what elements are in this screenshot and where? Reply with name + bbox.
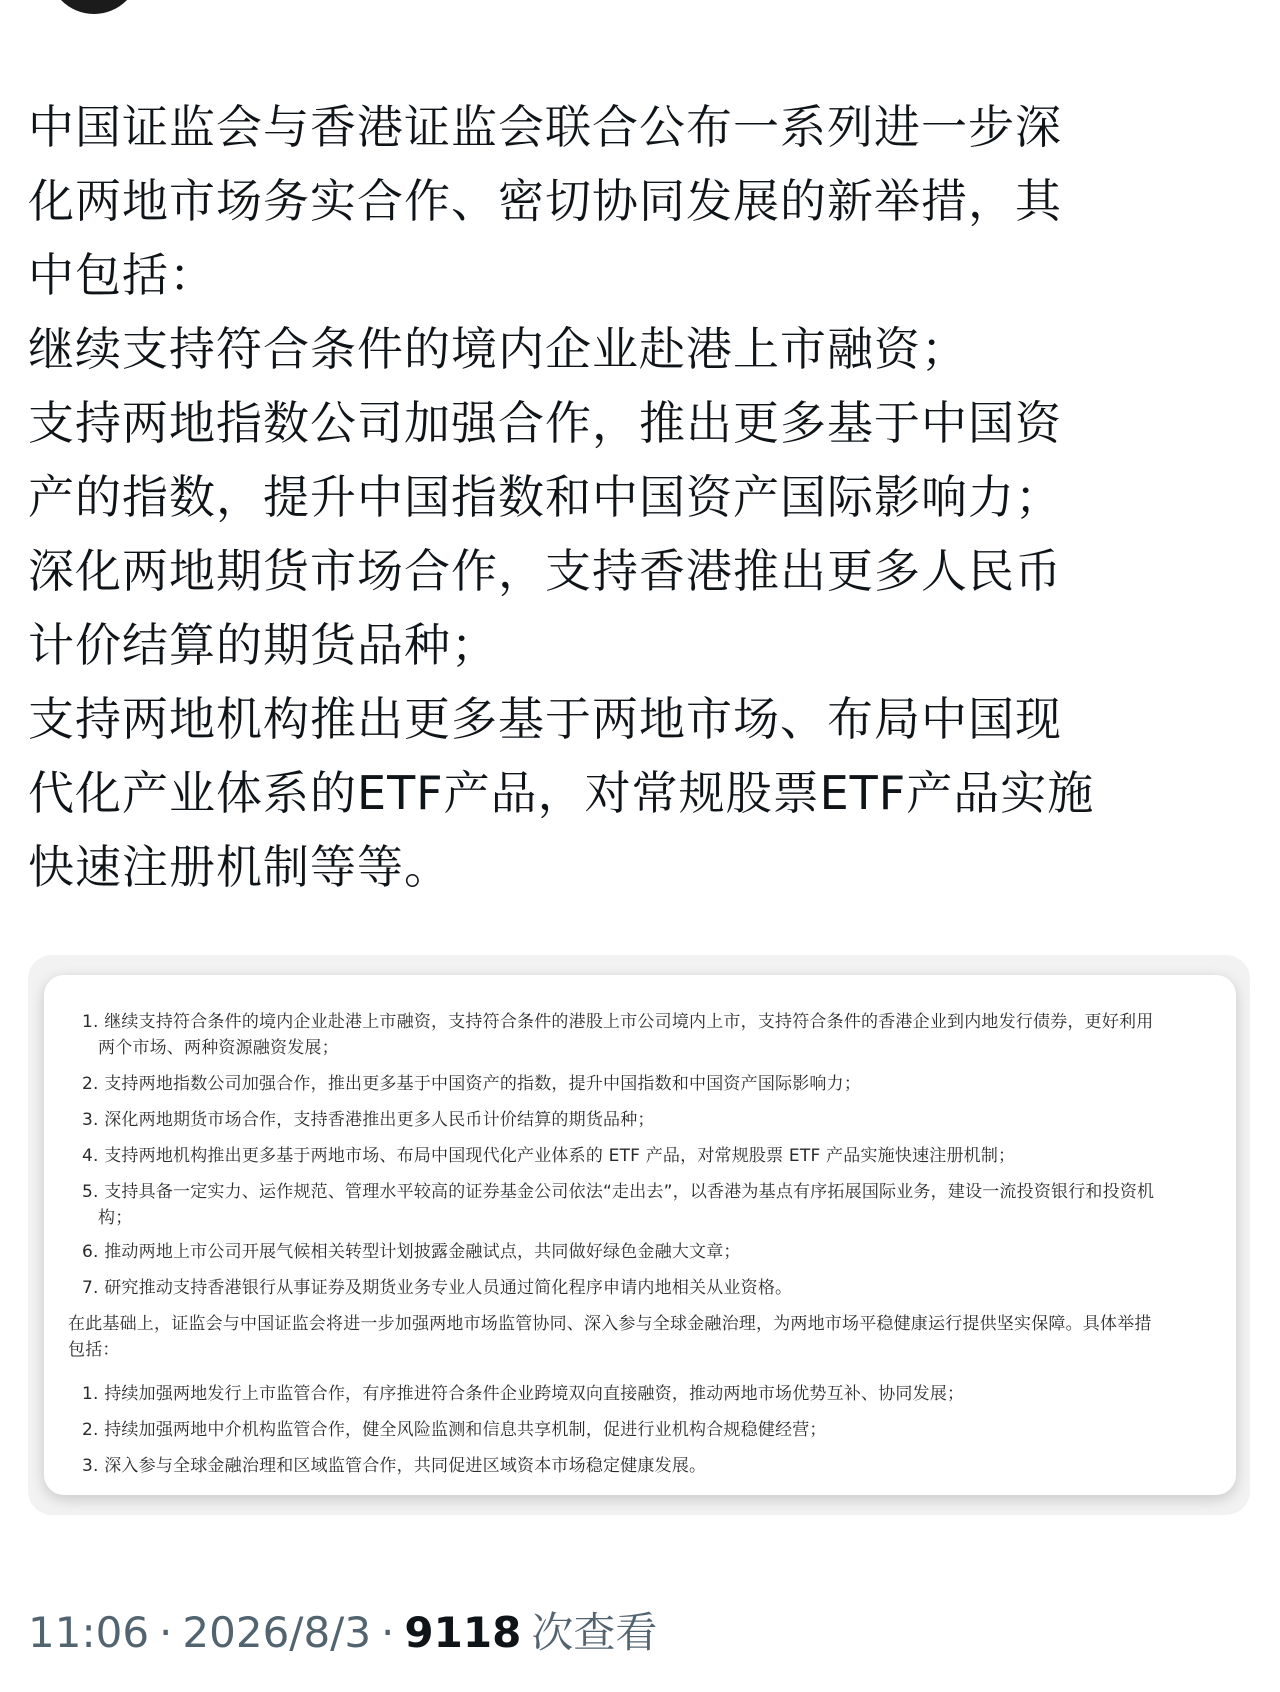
- doc-line: 4. 支持两地机构推出更多基于两地市场、布局中国现代化产业体系的 ETF 产品，对常规股票 ETF 产品实施快速注册机制；: [82, 1146, 1016, 1166]
- post-text-line: 计价结算的期货品种；: [28, 618, 498, 672]
- doc-line: 构；: [98, 1208, 133, 1228]
- views-count[interactable]: 9118: [404, 1608, 522, 1657]
- doc-line: 3. 深入参与全球金融治理和区域监管合作，共同促进区域资本市场稳定健康发展。: [82, 1456, 707, 1476]
- post-text: [28, 90, 1258, 904]
- post-text-line: 中国证监会与香港证监会联合公布一系列进一步深: [28, 100, 1062, 154]
- post-text-line: 快速注册机制等等。: [28, 840, 451, 894]
- post-text-line: 代化产业体系的ETF产品，对常规股票ETF产品实施: [28, 766, 1095, 820]
- post-time[interactable]: 11:06: [28, 1608, 150, 1657]
- avatar[interactable]: [48, 0, 140, 14]
- post-metadata: [28, 1600, 657, 1660]
- doc-line: 包括：: [68, 1340, 120, 1360]
- doc-line: 1. 继续支持符合条件的境内企业赴港上市融资，支持符合条件的港股上市公司境内上市，支持符合条件的香港企业到内地发行债券，更好利用: [82, 1012, 1154, 1032]
- post-text-line: 支持两地指数公司加强合作，推出更多基于中国资: [28, 396, 1062, 450]
- post-text-line: 继续支持符合条件的境内企业赴港上市融资；: [28, 322, 968, 376]
- embedded-document-image[interactable]: [44, 975, 1236, 1495]
- doc-line: 1. 持续加强两地发行上市监管合作，有序推进符合条件企业跨境双向直接融资，推动两地市场优势互补、协同发展；: [82, 1384, 965, 1404]
- doc-line: 在此基础上，证监会与中国证监会将进一步加强两地市场监管协同、深入参与全球金融治理，为两地市场平稳健康运行提供坚实保障。具体举措: [68, 1314, 1152, 1334]
- separator: ·: [381, 1608, 395, 1657]
- doc-line: 5. 支持具备一定实力、运作规范、管理水平较高的证券基金公司依法“走出去”，以香港为基点有序拓展国际业务，建设一流投资银行和投资机: [82, 1182, 1155, 1202]
- post-text-line: 化两地市场务实合作、密切协同发展的新举措，其: [28, 174, 1062, 228]
- views-label: 次查看: [531, 1608, 658, 1657]
- doc-line: 2. 持续加强两地中介机构监管合作，健全风险监测和信息共享机制，促进行业机构合规稳健经营；: [82, 1420, 827, 1440]
- doc-line: 两个市场、两种资源融资发展；: [98, 1038, 339, 1058]
- post-text-line: 产的指数，提升中国指数和中国资产国际影响力；: [28, 470, 1062, 524]
- post-text-line: 支持两地机构推出更多基于两地市场、布局中国现: [28, 692, 1062, 746]
- post-text-line: 深化两地期货市场合作，支持香港推出更多人民币: [28, 544, 1062, 598]
- separator: ·: [159, 1608, 173, 1657]
- doc-line: 2. 支持两地指数公司加强合作，推出更多基于中国资产的指数，提升中国指数和中国资产国际影响力；: [82, 1074, 862, 1094]
- post-date[interactable]: 2026/8/3: [182, 1608, 372, 1657]
- doc-line: 3. 深化两地期货市场合作，支持香港推出更多人民币计价结算的期货品种；: [82, 1110, 655, 1130]
- doc-line: 7. 研究推动支持香港银行从事证券及期货业务专业人员通过简化程序申请内地相关从业资格。: [82, 1278, 793, 1298]
- doc-line: 6. 推动两地上市公司开展气候相关转型计划披露金融试点，共同做好绿色金融大文章；: [82, 1242, 741, 1262]
- post-text-line: 中包括：: [28, 248, 216, 302]
